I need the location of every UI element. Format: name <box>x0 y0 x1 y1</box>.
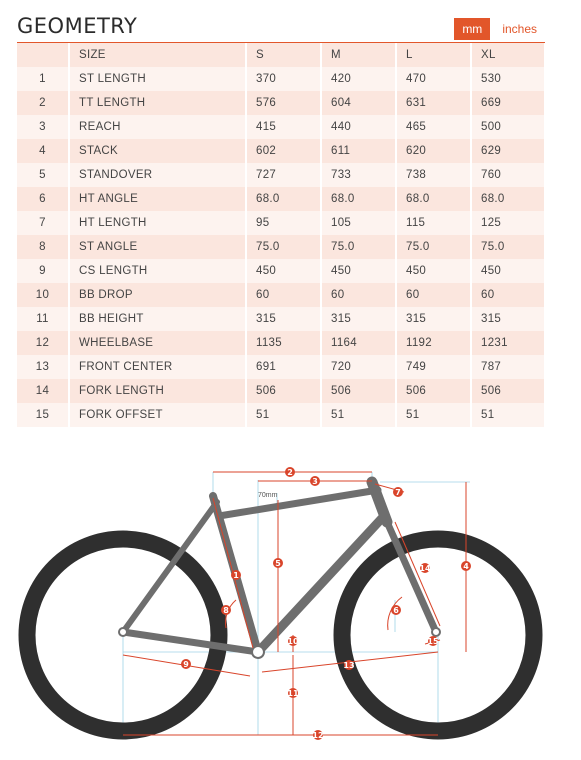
badge-4 <box>461 561 471 571</box>
row-label: REACH <box>69 115 246 139</box>
cell-l: 450 <box>396 259 471 283</box>
svg-text:11: 11 <box>287 689 299 698</box>
rear-axle <box>119 628 127 636</box>
cell-xl: 629 <box>471 139 545 163</box>
cell-s: 727 <box>246 163 321 187</box>
svg-text:6: 6 <box>393 606 399 615</box>
row-label: WHEELBASE <box>69 331 246 355</box>
badge-13 <box>343 660 354 670</box>
row-number: 4 <box>17 139 69 163</box>
badge-1 <box>231 570 241 580</box>
column-header-xl: XL <box>471 43 545 67</box>
cell-s: 68.0 <box>246 187 321 211</box>
page-title: GEOMETRY <box>17 14 138 38</box>
column-header-number <box>17 43 69 67</box>
cell-xl: 530 <box>471 67 545 91</box>
cell-xl: 75.0 <box>471 235 545 259</box>
cell-xl: 669 <box>471 91 545 115</box>
row-label: FORK LENGTH <box>69 379 246 403</box>
cell-s: 576 <box>246 91 321 115</box>
row-number: 8 <box>17 235 69 259</box>
cell-xl: 506 <box>471 379 545 403</box>
cell-m: 420 <box>321 67 396 91</box>
table-row <box>17 259 545 283</box>
cell-s: 602 <box>246 139 321 163</box>
column-header-m: M <box>321 43 396 67</box>
table-row <box>17 355 545 379</box>
row-label: CS LENGTH <box>69 259 246 283</box>
svg-text:1: 1 <box>233 571 239 580</box>
cell-m: 315 <box>321 307 396 331</box>
cell-s: 95 <box>246 211 321 235</box>
row-number: 7 <box>17 211 69 235</box>
cell-m: 51 <box>321 403 396 427</box>
svg-text:3: 3 <box>312 477 318 486</box>
badge-5 <box>273 558 283 568</box>
row-number: 5 <box>17 163 69 187</box>
cell-l: 470 <box>396 67 471 91</box>
badge-11 <box>287 688 299 698</box>
badge-8 <box>221 605 231 615</box>
front-axle <box>432 628 440 636</box>
cell-s: 1135 <box>246 331 321 355</box>
cell-m: 733 <box>321 163 396 187</box>
cell-l: 60 <box>396 283 471 307</box>
table-row <box>17 163 545 187</box>
table-row <box>17 91 545 115</box>
cell-s: 60 <box>246 283 321 307</box>
cell-l: 115 <box>396 211 471 235</box>
table-row <box>17 211 545 235</box>
cell-xl: 315 <box>471 307 545 331</box>
svg-text:7: 7 <box>395 488 401 497</box>
row-number: 1 <box>17 67 69 91</box>
cell-l: 749 <box>396 355 471 379</box>
unit-inches-button[interactable]: inches <box>494 18 545 40</box>
cell-s: 415 <box>246 115 321 139</box>
column-header-size: SIZE <box>69 43 246 67</box>
table-row <box>17 187 545 211</box>
cell-m: 75.0 <box>321 235 396 259</box>
cell-m: 720 <box>321 355 396 379</box>
unit-mm-button[interactable]: mm <box>454 18 490 40</box>
cell-xl: 760 <box>471 163 545 187</box>
row-number: 6 <box>17 187 69 211</box>
cell-m: 1164 <box>321 331 396 355</box>
table-row <box>17 283 545 307</box>
column-header-s: S <box>246 43 321 67</box>
cell-l: 315 <box>396 307 471 331</box>
table-row <box>17 307 545 331</box>
cell-l: 738 <box>396 163 471 187</box>
cell-xl: 500 <box>471 115 545 139</box>
cell-l: 51 <box>396 403 471 427</box>
bottom-bracket <box>252 646 264 658</box>
badge-3 <box>310 476 320 486</box>
row-number: 13 <box>17 355 69 379</box>
svg-text:2: 2 <box>287 468 293 477</box>
row-label: ST LENGTH <box>69 67 246 91</box>
row-number: 11 <box>17 307 69 331</box>
row-label: FORK OFFSET <box>69 403 246 427</box>
cell-s: 691 <box>246 355 321 379</box>
table-row <box>17 331 545 355</box>
badge-12 <box>312 730 323 740</box>
unit-toggle <box>454 18 545 40</box>
row-label: BB DROP <box>69 283 246 307</box>
svg-text:8: 8 <box>223 606 229 615</box>
cell-s: 315 <box>246 307 321 331</box>
badge-2 <box>285 467 295 477</box>
row-number: 3 <box>17 115 69 139</box>
cell-l: 631 <box>396 91 471 115</box>
badge-10 <box>287 636 299 646</box>
cell-l: 75.0 <box>396 235 471 259</box>
cell-xl: 1231 <box>471 331 545 355</box>
row-label: ST ANGLE <box>69 235 246 259</box>
cell-m: 105 <box>321 211 396 235</box>
cell-l: 620 <box>396 139 471 163</box>
cell-xl: 787 <box>471 355 545 379</box>
row-number: 10 <box>17 283 69 307</box>
cell-l: 506 <box>396 379 471 403</box>
cell-l: 465 <box>396 115 471 139</box>
cell-s: 51 <box>246 403 321 427</box>
row-label: TT LENGTH <box>69 91 246 115</box>
cell-m: 60 <box>321 283 396 307</box>
cell-xl: 60 <box>471 283 545 307</box>
badge-9 <box>181 659 191 669</box>
cell-s: 506 <box>246 379 321 403</box>
cell-l: 1192 <box>396 331 471 355</box>
cell-xl: 68.0 <box>471 187 545 211</box>
geometry-table <box>17 43 546 427</box>
badge-7 <box>393 487 403 497</box>
cell-s: 450 <box>246 259 321 283</box>
table-row <box>17 115 545 139</box>
measurement-badges <box>181 467 471 740</box>
geometry-header <box>17 12 545 42</box>
row-label: HT LENGTH <box>69 211 246 235</box>
row-number: 14 <box>17 379 69 403</box>
svg-text:13: 13 <box>343 661 355 670</box>
cell-xl: 450 <box>471 259 545 283</box>
badge-15 <box>427 636 439 646</box>
cell-m: 450 <box>321 259 396 283</box>
row-label: STANDOVER <box>69 163 246 187</box>
svg-text:14: 14 <box>419 564 431 573</box>
cell-m: 68.0 <box>321 187 396 211</box>
table-row <box>17 67 545 91</box>
cell-m: 440 <box>321 115 396 139</box>
cell-l: 68.0 <box>396 187 471 211</box>
svg-text:4: 4 <box>463 562 469 571</box>
svg-text:15: 15 <box>427 637 439 646</box>
svg-text:9: 9 <box>183 660 189 669</box>
row-number: 12 <box>17 331 69 355</box>
row-number: 15 <box>17 403 69 427</box>
row-label: FRONT CENTER <box>69 355 246 379</box>
row-number: 9 <box>17 259 69 283</box>
table-header-row <box>17 43 545 67</box>
svg-text:5: 5 <box>275 559 281 568</box>
svg-text:12: 12 <box>312 731 324 740</box>
cell-xl: 51 <box>471 403 545 427</box>
table-row <box>17 235 545 259</box>
svg-text:10: 10 <box>287 637 299 646</box>
table-row <box>17 139 545 163</box>
cell-m: 611 <box>321 139 396 163</box>
cell-xl: 125 <box>471 211 545 235</box>
bike-geometry-diagram <box>0 455 581 760</box>
table-row <box>17 379 545 403</box>
row-number: 2 <box>17 91 69 115</box>
row-label: BB HEIGHT <box>69 307 246 331</box>
cell-m: 604 <box>321 91 396 115</box>
cell-s: 75.0 <box>246 235 321 259</box>
column-header-l: L <box>396 43 471 67</box>
badge-14 <box>419 563 431 573</box>
badge-6 <box>391 605 401 615</box>
reach-note: 70mm <box>258 492 278 499</box>
row-label: STACK <box>69 139 246 163</box>
row-label: HT ANGLE <box>69 187 246 211</box>
table-row <box>17 403 545 427</box>
cell-s: 370 <box>246 67 321 91</box>
cell-m: 506 <box>321 379 396 403</box>
